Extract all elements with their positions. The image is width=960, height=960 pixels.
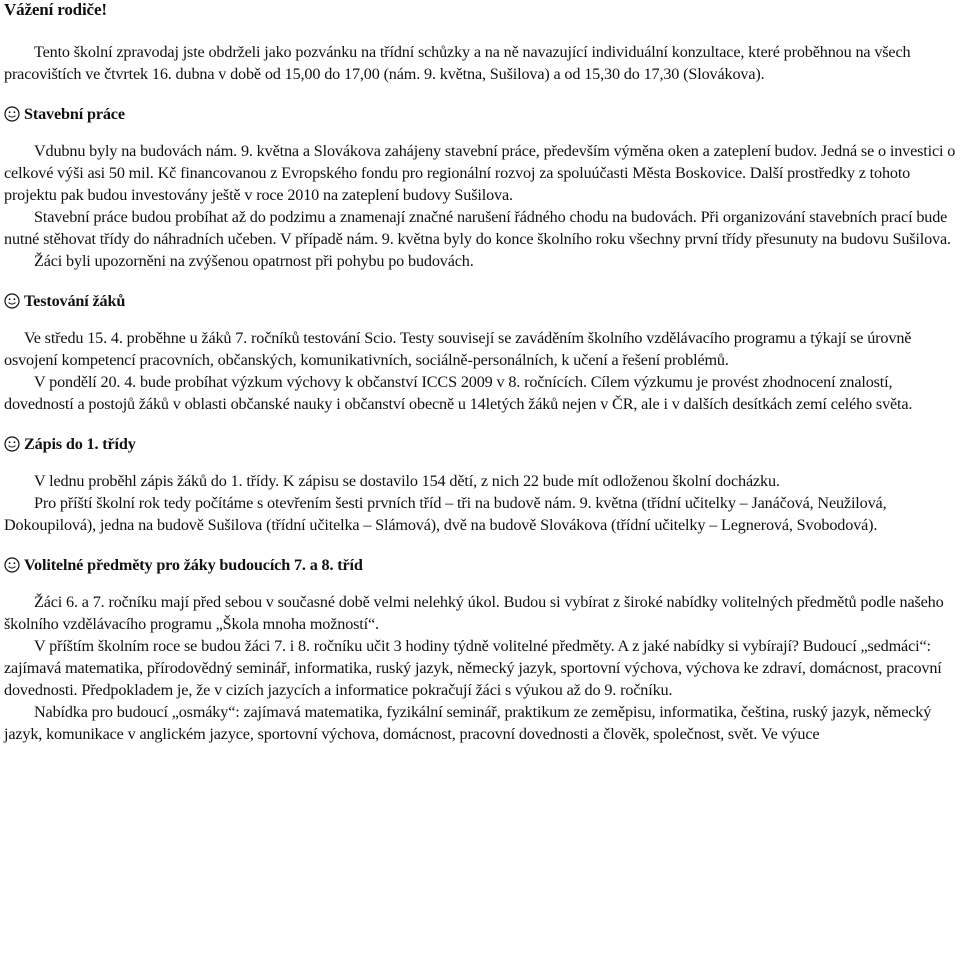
section-paragraph: V pondělí 20. 4. bude probíhat výzkum výchovy k občanství ICCS 2009 v 8. ročnících. Cílem výzkumu je provést zhodnocení znalostí, dovedností a postojů žáků v oblasti občanské nauky i občanství obecně u 14letých žáků nejen v ČR, ale i v dalších desítkách zemí celého světa. — [4, 373, 913, 413]
section-title: Zápis do 1. třídy — [24, 435, 136, 453]
newsletter-page — [4, 0, 956, 745]
section-heading-enrollment — [4, 433, 956, 455]
section-paragraph: V lednu proběhl zápis žáků do 1. třídy. K zápisu se dostavilo 154 dětí, z nich 22 bude mít odloženou školní docházku. — [34, 472, 780, 490]
section-title: Volitelné předměty pro žáky budoucích 7. a 8. tříd — [24, 556, 363, 574]
section-paragraph: Stavební práce budou probíhat až do podzimu a znamenají značné narušení řádného chodu na budovách. Při organizování stavebních prací bude nutné stěhovat třídy do náhradních učeben. V případě nám. 9. května byly do konce školního roku všechny první třídy přesunuty na budovu Sušilova. — [4, 208, 951, 248]
smiley-icon — [4, 293, 20, 309]
section-paragraph: Pro příští školní rok tedy počítáme s otevřením šesti prvních tříd – tři na budově nám. 9. května (třídní učitelky – Janáčová, Neužilová, Dokoupilová), jedna na budově Sušilova (třídní učitelka – Slámová), dvě na budově Slovákova (třídní učitelky – Legnerová, Svobodová). — [4, 494, 887, 534]
section-title: Testování žáků — [24, 292, 126, 310]
section-paragraph: Žáci 6. a 7. ročníku mají před sebou v současné době velmi nelehký úkol. Budou si vybírat z široké nabídky volitelných předmětů podle našeho školního vzdělávacího programu „Škola mnoha možností“. — [4, 593, 944, 633]
smiley-icon — [4, 557, 20, 573]
section-heading-construction — [4, 103, 956, 125]
section-paragraph: V příštím školním roce se budou žáci 7. i 8. ročníku učit 3 hodiny týdně volitelné předměty. A z jaké nabídky si vybírají? Budoucí „sedmáci“: zajímavá matematika, přírodovědný seminář, informatika, ruský jazyk, německý jazyk, sportovní výchova, výchova ke zdraví, domácnost, pracovní dovednosti. Předpokladem je, že v cizích jazycích a informatice pokračují žáci s výukou až do 9. ročníku. — [4, 637, 942, 699]
section-heading-electives — [4, 554, 956, 576]
section-paragraph: Nabídka pro budoucí „osmáky“: zajímavá matematika, fyzikální seminář, praktikum ze zeměpisu, informatika, čeština, ruský jazyk, německý jazyk, komunikace v anglickém jazyce, sportovní výchova, domácnost, pracovní dovednosti a člověk, společnost, svět. Ve výuce — [4, 703, 932, 743]
smiley-icon — [4, 106, 20, 122]
smiley-icon — [4, 436, 20, 452]
section-paragraph: Vdubnu byly na budovách nám. 9. května a Slovákova zahájeny stavební práce, především výměna oken a zateplení budov. Jedná se o investici o celkové výši asi 50 mil. Kč financovanou z Evropského fondu pro regionální rozvoj za spoluúčasti Města Boskovice. Další prostředky z tohoto projektu pak budou investovány ještě v roce 2010 na zateplení budovy Sušilova. — [4, 142, 956, 204]
section-heading-testing — [4, 290, 956, 312]
greeting-heading: Vážení rodiče! — [4, 0, 107, 19]
section-paragraph: Žáci byli upozorněni na zvýšenou opatrnost při pohybu po budovách. — [34, 252, 474, 270]
intro-paragraph: Tento školní zpravodaj jste obdrželi jako pozvánku na třídní schůzky a na ně navazující individuální konzultace, které proběhnou na všech pracovištích ve čtvrtek 16. dubna v době od 15,00 do 17,00 (nám. 9. května, Sušilova) a od 15,30 do 17,30 (Slovákova). — [4, 43, 911, 83]
section-paragraph: Ve středu 15. 4. proběhne u žáků 7. ročníků testování Scio. Testy souvisejí se zaváděním školního vzdělávacího programu a týkají se úrovně osvojení kompetencí pracovních, občanských, komunikativních, sociálně-personálních, k učení a řešení problémů. — [4, 329, 912, 369]
section-title: Stavební práce — [24, 105, 125, 123]
